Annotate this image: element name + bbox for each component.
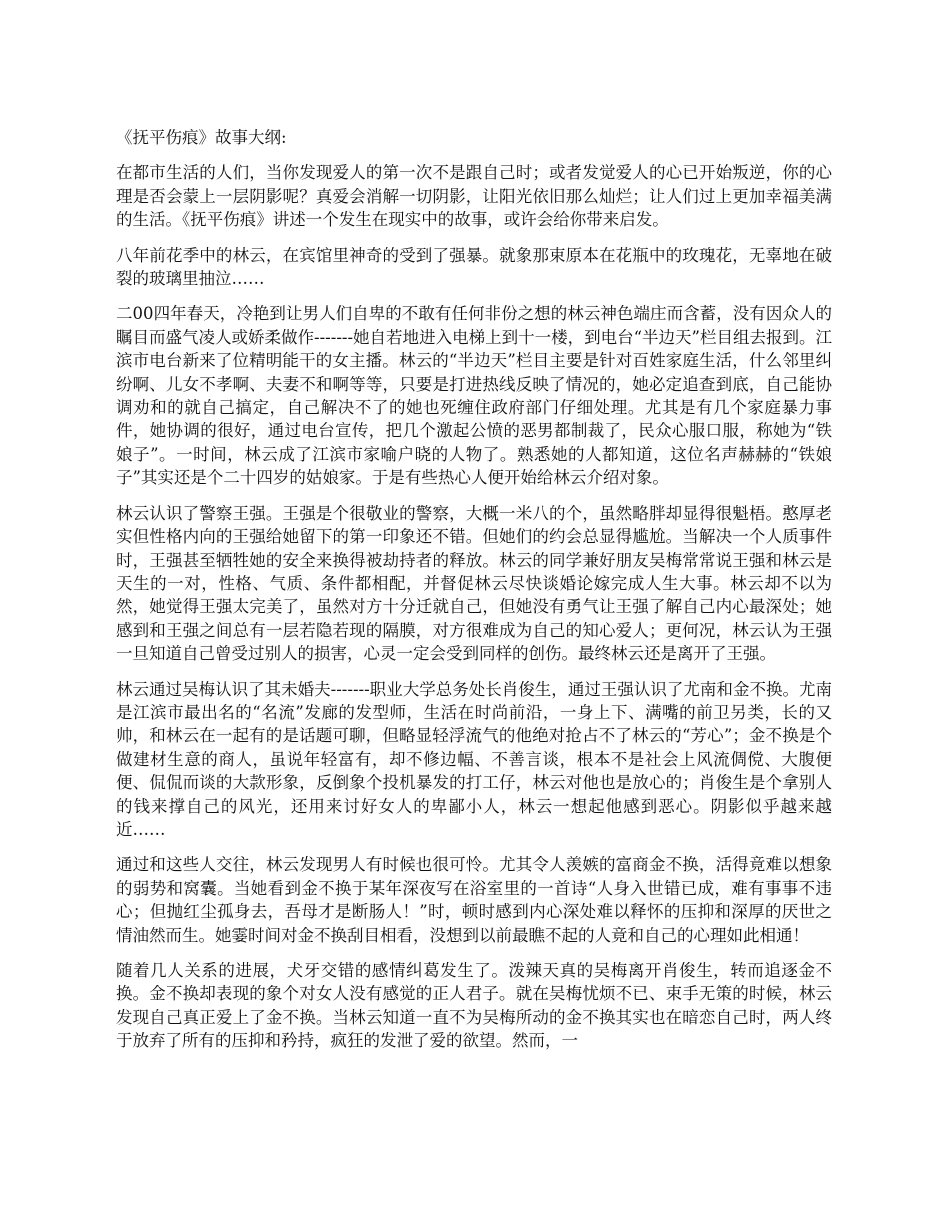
paragraph-spring-2004: 二00四年春天，冷艳到让男人们自卑的不敢有任何非份之想的林云神色端庄而含蓄，没有因众人的瞩目而盛气凌人或娇柔做作-------她自若地进入电梯上到十一楼，到电台“半边天”栏目组去报到。江滨市电台新来了位精明能干的女主播。林云的“半边天”栏目主要是针对百姓家庭生活，什么邻里纠纷啊、儿女不孝啊、夫妻不和啊等等，只要是打进热线反映了情况的，她必定追查到底，自己能协调劝和的就自己搞定，自己解决不了的她也死缠住政府部门仔细处理。尤其是有几个家庭暴力事件，她协调的很好，通过电台宣传，把几个激起公愤的恶男都制裁了，民众心服口服，称她为“铁娘子”。一时间，林云成了江滨市家喻户晓的人物了。熟悉她的人都知道，这位名声赫赫的“铁娘子”其实还是个二十四岁的姑娘家。于是有些热心人便开始给林云介绍对象。: [116, 304, 832, 488]
paragraph-wang-qiang: 林云认识了警察王强。王强是个很敬业的警察，大概一米八的个，虽然略胖却显得很魁梧。憨厚老实但性格内向的王强给她留下的第一印象还不错。但她们的约会总显得尴尬。当解决一个人质事件时，王强甚至牺牲她的安全来换得被劫持者的释放。林云的同学兼好朋友吴梅常常说王强和林云是天生的一对，性格、气质、条件都相配，并督促林云尽快谈婚论嫁完成人生大事。林云却不以为然，她觉得王强太完美了，虽然对方十分迁就自己，但她没有勇气让王强了解自己内心最深处；她感到和王强之间总有一层若隐若现的隔膜，对方很难成为自己的知心爱人；更何况，林云认为王强一旦知道自己曾受过别人的损害，心灵一定会受到同样的创伤。最终林云还是离开了王强。: [116, 503, 832, 664]
paragraph-prologue: 八年前花季中的林云，在宾馆里神奇的受到了强暴。就象那束原本在花瓶中的玫瑰花，无辜地在破裂的玻璃里抽泣……: [116, 245, 832, 289]
document-title: 《抚平伤痕》故事大纲:: [116, 128, 287, 147]
paragraph-jin-buhuan: 通过和这些人交往，林云发现男人有时候也很可怜。尤其令人羡嫉的富商金不换，活得竟难以想象的弱势和窝囊。当她看到金不换于某年深夜写在浴室里的一首诗“人身入世错已成，难有事事不违心；但抛红尘孤身去，吾母才是断肠人！”时，顿时感到内心深处难以释怀的压抑和深厚的厌世之情油然而生。她霎时间对金不换刮目相看，没想到以前最瞧不起的人竟和自己的心理如此相通！: [116, 855, 832, 945]
paragraph-intro: 在都市生活的人们，当你发现爱人的第一次不是跟自己时；或者发觉爱人的心已开始叛逆，你的心理是否会蒙上一层阴影呢？真爱会消解一切阴影，让阳光依旧那么灿烂；让人们过上更加幸福美满的生活。《抚平伤痕》讲述一个发生在现实中的故事，或许会给你带来启发。: [116, 163, 832, 230]
paragraph-new-acquaintances: 林云通过吴梅认识了其未婚夫-------职业大学总务处长肖俊生，通过王强认识了尤南和金不换。尤南是江滨市最出名的“名流”发廊的发型师，生活在时尚前沿，一身上下、满嘴的前卫另类，长的又帅，和林云在一起有的是话题可聊，但略显轻浮流气的他绝对抢占不了林云的“芳心”；金不换是个做建材生意的商人，虽说年轻富有，却不修边幅、不善言谈，根本不是社会上风流倜傥、大腹便便、侃侃而谈的大款形象，反倒象个投机暴发的打工仔，林云对他也是放心的；肖俊生是个拿别人的钱来撑自己的风光，还用来讨好女人的卑鄙小人，林云一想起他感到恶心。阴影似乎越来越近……: [116, 679, 832, 839]
document-page: [116, 126, 832, 1065]
paragraph-entanglements: 随着几人关系的进展，犬牙交错的感情纠葛发生了。泼辣天真的吴梅离开肖俊生，转而追逐金不换。金不换却表现的象个对女人没有感觉的正人君子。就在吴梅忧烦不已、束手无策的时候，林云发现自己真正爱上了金不换。当林云知道一直不为吴梅所动的金不换其实也在暗恋自己时，两人终于放弃了所有的压抑和矜持，疯狂的发泄了爱的欲望。然而，一: [116, 961, 832, 1051]
